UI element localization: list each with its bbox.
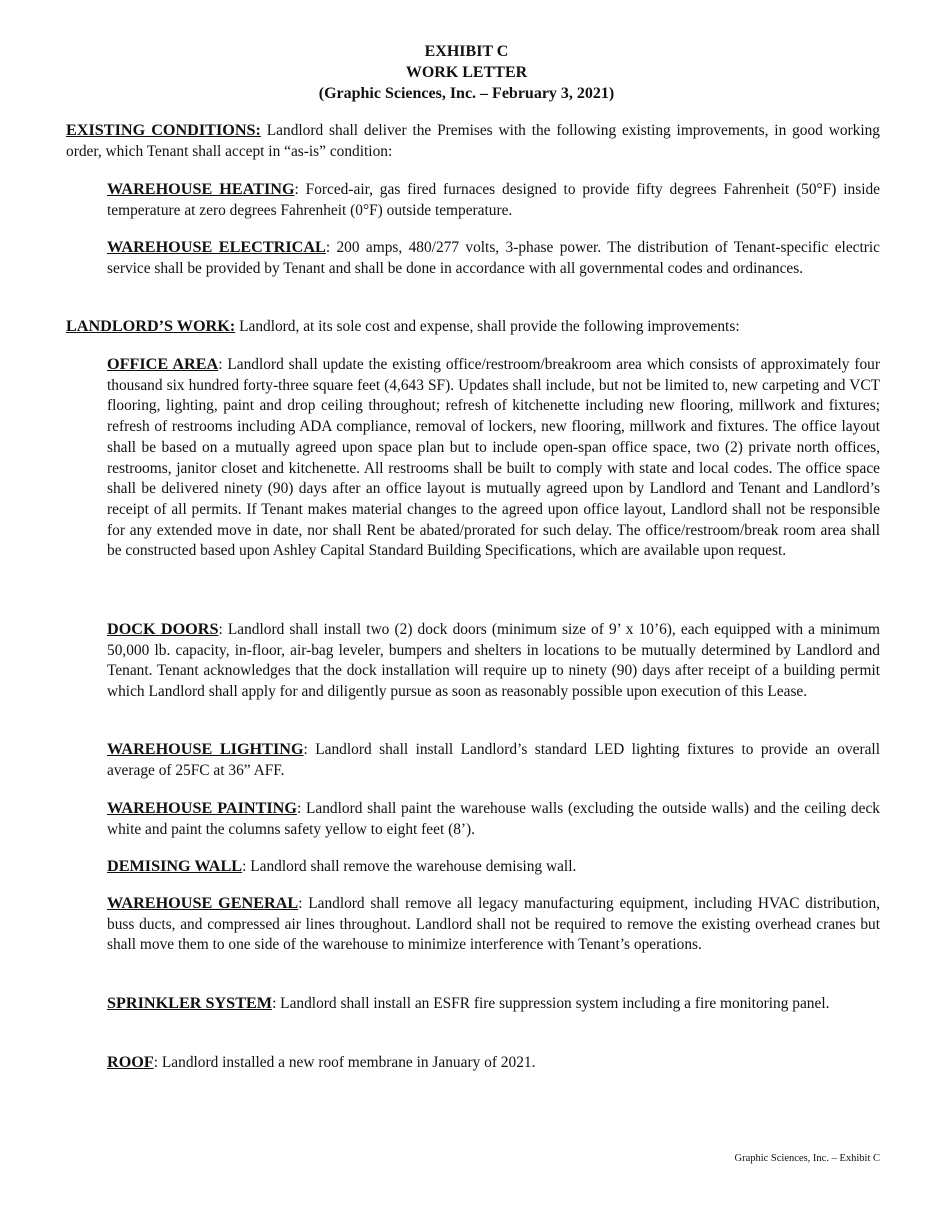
warehouse-painting-text: : Landlord shall paint the warehouse walls (excluding the outside walls) and the ceiling deck white and paint the columns safety yellow to eight feet (8’).: [107, 800, 880, 838]
warehouse-heating-paragraph: [107, 179, 880, 221]
warehouse-painting-paragraph: [107, 798, 880, 840]
warehouse-electrical-paragraph: [107, 237, 880, 279]
sprinkler-system-paragraph: [107, 993, 880, 1015]
roof-text: : Landlord installed a new roof membrane in January of 2021.: [153, 1054, 536, 1071]
warehouse-general-heading: WAREHOUSE GENERAL: [107, 894, 299, 912]
exhibit-title: EXHIBIT C: [424, 43, 509, 60]
office-area-paragraph: [107, 354, 880, 562]
warehouse-electrical-text: : 200 amps, 480/277 volts, 3-phase power. The distribution of Tenant-specific electric service shall be provided by Tenant and shall be done in accordance with all governmental codes and ordinances.: [107, 239, 880, 277]
warehouse-lighting-paragraph: [107, 739, 880, 781]
demising-wall-text: : Landlord shall remove the warehouse demising wall.: [242, 858, 577, 875]
warehouse-general-paragraph: [107, 893, 880, 956]
warehouse-heating-heading: WAREHOUSE HEATING: [107, 180, 295, 198]
warehouse-lighting-text: : Landlord shall install Landlord’s standard LED lighting fixtures to provide an overall average of 25FC at 36” AFF.: [107, 741, 880, 779]
office-area-heading: OFFICE AREA: [107, 355, 219, 373]
sprinkler-system-text: : Landlord shall install an ESFR fire suppression system including a fire monitoring panel.: [272, 995, 830, 1012]
warehouse-general-text: : Landlord shall remove all legacy manufacturing equipment, including HVAC distribution, buss ducts, and compressed air lines throughout. Landlord shall not be required to remove the existing overhead cranes but shall move them to one side of the warehouse to minimize interference with Tenant’s operations.: [107, 895, 880, 954]
demising-wall-heading: DEMISING WALL: [107, 857, 243, 875]
landlords-work-paragraph: [66, 316, 880, 338]
warehouse-lighting-heading: WAREHOUSE LIGHTING: [107, 740, 304, 758]
demising-wall-paragraph: [107, 856, 880, 878]
landlords-work-heading: LANDLORD’S WORK:: [66, 317, 236, 335]
office-area-text: : Landlord shall update the existing office/restroom/breakroom area which consists of approximately four thousand six hundred forty-three square feet (4,643 SF). Updates shall include, but not be limited to, new carpeting and VCT flooring, lighting, paint and drop ceiling throughout; refresh of kitchenette including new flooring, millwork and fixtures; refresh of restrooms including ADA compliance, removal of lockers, new flooring, millwork and fixtures. The office layout shall be based on a mutually agreed upon space plan but to include open-span office space, two (2) private north offices, restrooms, janitor closet and kitchenette. All restrooms shall be built to comply with state and local codes. The office space shall be delivered ninety (90) days after an office layout is mutually agreed upon by Landlord and Tenant and Landlord’s receipt of all permits. If Tenant makes material changes to the agreed upon office layout, Landlord shall not be responsible for any extended move in date, nor shall Rent be abated/prorated for such delay. The office/restroom/break room area shall be constructed based upon Ashley Capital Standard Building Specifications, which are available upon request.: [107, 356, 880, 560]
document-header: [0, 41, 933, 104]
existing-conditions-text: Landlord shall deliver the Premises with the following existing improvements, in good working order, which Tenant shall accept in “as-is” condition:: [66, 122, 880, 160]
sprinkler-system-heading: SPRINKLER SYSTEM: [107, 994, 273, 1012]
dock-doors-text: : Landlord shall install two (2) dock doors (minimum size of 9’ x 10’6), each equipped with a minimum 50,000 lb. capacity, in-floor, air-bag leveler, bumpers and shelters in locations to be mutually determined by Landlord and Tenant. Tenant acknowledges that the dock installation will require up to ninety (90) days after receipt of a building permit which Landlord shall apply for and diligently pursue as soon as reasonably possible upon execution of this Lease.: [107, 621, 880, 701]
page-footer: Graphic Sciences, Inc. – Exhibit C: [734, 1153, 880, 1164]
header-subtitle: (Graphic Sciences, Inc. – February 3, 2021): [318, 85, 615, 102]
work-letter-title: WORK LETTER: [405, 64, 528, 81]
warehouse-heating-text: : Forced-air, gas fired furnaces designed to provide fifty degrees Fahrenheit (50°F) inside temperature at zero degrees Fahrenheit (0°F) outside temperature.: [107, 181, 880, 219]
warehouse-electrical-heading: WAREHOUSE ELECTRICAL: [107, 238, 326, 256]
roof-heading: ROOF: [107, 1053, 154, 1071]
warehouse-painting-heading: WAREHOUSE PAINTING: [107, 799, 297, 817]
existing-conditions-paragraph: [66, 120, 880, 162]
dock-doors-paragraph: [107, 619, 880, 703]
dock-doors-heading: DOCK DOORS: [107, 620, 219, 638]
landlords-work-text: Landlord, at its sole cost and expense, shall provide the following improvements:: [235, 318, 740, 335]
existing-conditions-heading: EXISTING CONDITIONS:: [66, 121, 261, 139]
roof-paragraph: [107, 1052, 880, 1074]
